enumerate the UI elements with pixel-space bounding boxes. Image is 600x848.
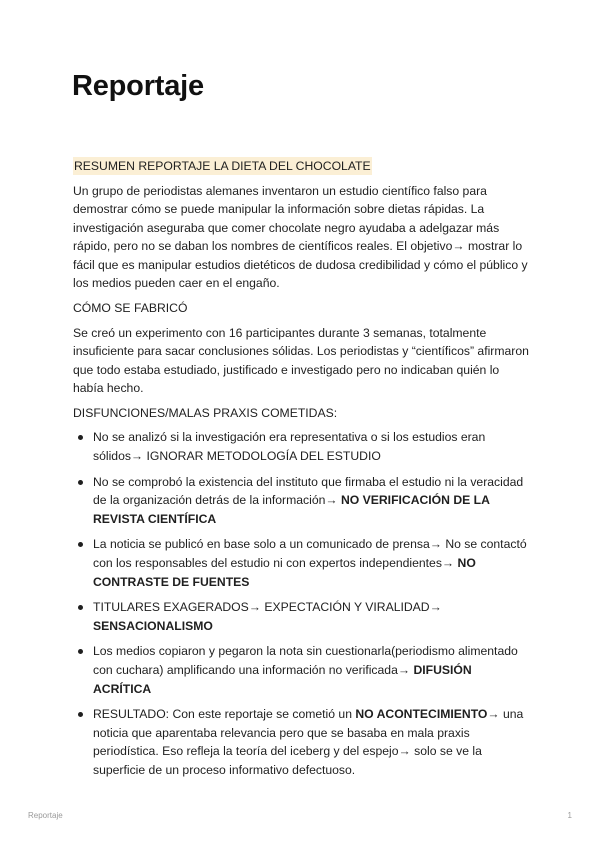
- page-number: 1: [567, 811, 572, 820]
- bullet-bold: DIFUSIÓN ACRÍTICA: [93, 662, 472, 696]
- summary-heading-highlight: RESUMEN REPORTAJE LA DIETA DEL CHOCOLATE: [74, 159, 371, 173]
- dysfunctions-list: [73, 428, 531, 779]
- bullet-item: [73, 642, 531, 698]
- bullet-item: [73, 473, 531, 529]
- bullet-bold: NO VERIFICACIÓN DE LA REVISTA CIENTÍFICA: [93, 493, 490, 526]
- bullet-text: No se comprobó la existencia del instituto que firmaba el estudio ni la veracidad de la organización detrás de la información→: [93, 474, 524, 508]
- bullet-text-after: → una noticia que aparentaba relevancia pero que se basaba en mala praxis periodística. Eso refleja la teoría del iceberg y del espejo→ solo se ve la superficie de un proceso informativo defectuoso.: [93, 707, 524, 777]
- summary-heading: [73, 157, 531, 176]
- how-paragraph: Se creó un experimento con 16 participantes durante 3 semanas, totalmente insuficiente para sacar conclusiones sólidas. Los periodistas y “científicos” afirmaron que todo estaba estudiado, justificado e investigado pero no indicaban quién lo había hecho.: [73, 325, 529, 396]
- page-title: Reportaje: [72, 70, 204, 102]
- document-body: [73, 157, 531, 787]
- bullet-text: TITULARES EXAGERADOS→ EXPECTACIÓN Y VIRALIDAD→: [93, 600, 442, 615]
- bullet-bold: SENSACIONALISMO: [93, 618, 213, 633]
- how-heading: CÓMO SE FABRICÓ: [73, 301, 188, 316]
- dysfunctions-heading: DISFUNCIONES/MALAS PRAXIS COMETIDAS:: [73, 405, 338, 420]
- footer-title: Reportaje: [28, 811, 63, 820]
- bullet-item: [73, 535, 531, 591]
- bullet-bold: NO CONTRASTE DE FUENTES: [93, 556, 476, 589]
- bullet-item: [73, 705, 531, 779]
- bullet-item: [73, 428, 531, 465]
- intro-paragraph: Un grupo de periodistas alemanes inventaron un estudio científico falso para demostrar cómo se puede manipular la información sobre dietas rápidas. La investigación aseguraba que comer chocolate negro ayudaba a adelgazar más rápido, pero no se daban los nombres de científicos reales. El objetivo→ mostrar lo fácil que es manipular estudios dietéticos de dudosa credibilidad y cómo el público y los medios pueden caer en el engaño.: [73, 183, 528, 291]
- bullet-item: [73, 598, 531, 635]
- bullet-text: La noticia se publicó en base solo a un comunicado de prensa→ No se contactó con los responsables del estudio ni con expertos independientes→: [93, 537, 527, 570]
- bullet-text: No se analizó si la investigación era representativa o si los estudios eran sólidos→ IGNORAR METODOLOGÍA DEL ESTUDIO: [93, 430, 486, 464]
- bullet-text: RESULTADO: Con este reportaje se cometió un: [93, 707, 356, 722]
- bullet-text: Los medios copiaron y pegaron la nota sin cuestionarla(periodismo alimentado con cuchara) amplificando una información no verificada→: [93, 644, 518, 677]
- bullet-bold: NO ACONTECIMIENTO: [355, 707, 488, 722]
